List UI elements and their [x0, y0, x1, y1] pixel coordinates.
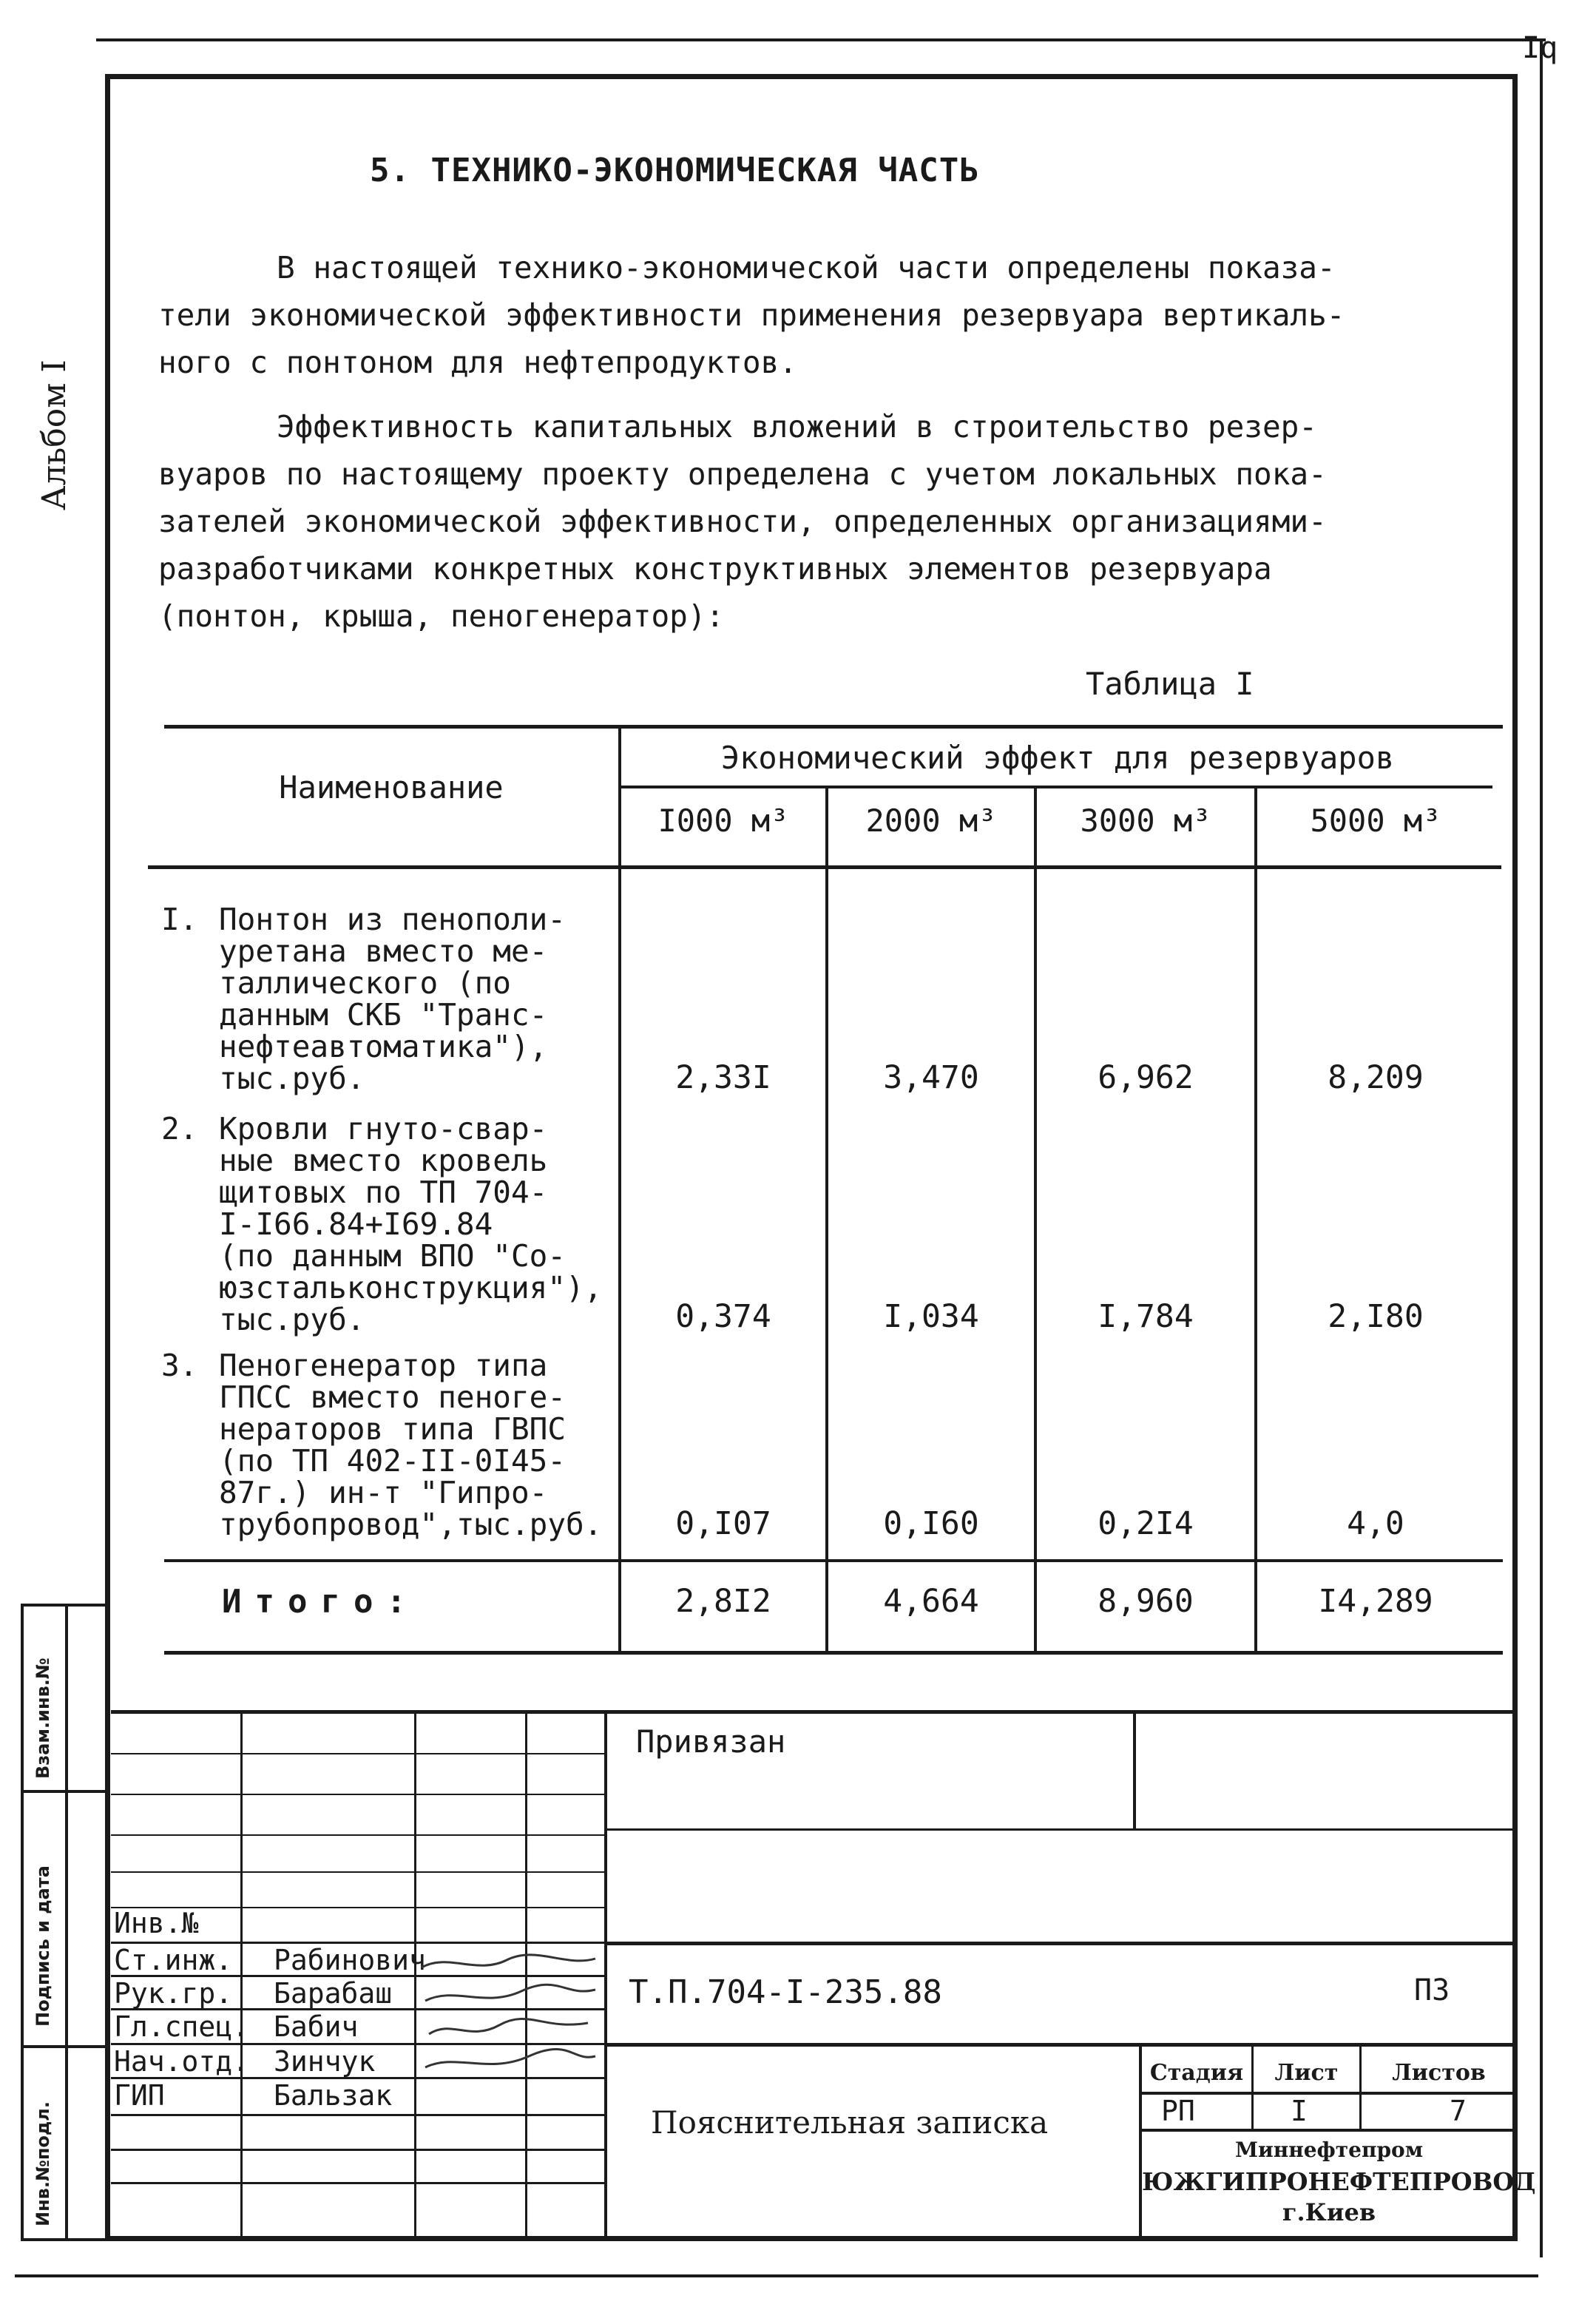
tb-side-rule — [21, 2238, 109, 2241]
sheet-value: I — [1291, 2095, 1308, 2127]
row-name-line: I-I66.84+I69.84 — [219, 1206, 493, 1242]
tb-row-rule — [111, 1794, 606, 1795]
col-header-2000: 2000 м³ — [865, 803, 997, 839]
signatures — [418, 1945, 603, 2108]
paragraph-2-line: (понтон, крыша, пеногенератор): — [158, 598, 725, 634]
sheets-header: Листов — [1392, 2060, 1486, 2086]
privyazan-label: Привязан — [636, 1723, 786, 1760]
table-cell: 4,0 — [1347, 1505, 1404, 1542]
stage-header: Стадия — [1149, 2060, 1244, 2086]
doc-mark: ПЗ — [1414, 1973, 1450, 2007]
side-label-vzam: Взам.инв.№ — [33, 1658, 53, 1779]
table-cell: I,034 — [883, 1298, 979, 1335]
tb-row-rule — [111, 1834, 606, 1836]
paragraph-2-line: Эффективность капитальных вложений в строительство резер- — [277, 409, 1317, 445]
table-cell: 2,33I — [675, 1059, 771, 1096]
staff-name: Барабаш — [274, 1977, 393, 2010]
tb-top-rule — [111, 1710, 1516, 1714]
org-city: г.Киев — [1282, 2198, 1376, 2226]
staff-name: Бальзак — [274, 2079, 393, 2112]
row-number: I. — [161, 902, 198, 937]
row-name-line: Понтон из пенополи- — [219, 902, 566, 937]
paragraph-2 — [158, 403, 1460, 640]
row-number: 3. — [161, 1348, 198, 1383]
row-name-line: Пеногенератор типа — [219, 1348, 548, 1383]
staff-role: Рук.гр. — [114, 1977, 233, 2010]
tb-side-rule — [21, 1604, 24, 2241]
table-cell: 8,209 — [1328, 1059, 1424, 1096]
frame-bottom-line — [15, 2274, 1538, 2277]
staff-name: Зинчук — [274, 2045, 376, 2078]
total-cell: 2,8I2 — [675, 1583, 771, 1620]
frame-top-line — [96, 38, 1546, 41]
row-name-1 — [161, 904, 620, 1095]
doc-code: Т.П.704-I-235.88 — [629, 1973, 942, 2011]
total-cell: 4,664 — [883, 1583, 979, 1620]
tb-stage-rule — [1139, 2129, 1516, 2132]
row-number: 2. — [161, 1111, 198, 1146]
tb-stage-rule — [1359, 2043, 1362, 2130]
tb-stage-rule — [1251, 2043, 1254, 2130]
row-name-line: тыс.руб. — [219, 1061, 365, 1096]
row-name-line: нераторов типа ГВПС — [219, 1411, 566, 1447]
tb-right-rule — [606, 1942, 1516, 1945]
table-cell: 0,I60 — [883, 1505, 979, 1542]
table-cell: 6,962 — [1098, 1059, 1194, 1096]
row-name-line: щитовых по ТП 704- — [219, 1175, 548, 1210]
table-cell: 0,2I4 — [1098, 1505, 1194, 1542]
tb-right-rule — [606, 1828, 1516, 1831]
row-name-line: ные вместо кровель — [219, 1143, 548, 1178]
group-header: Экономический эффект для резервуаров — [720, 740, 1395, 776]
sheet-header: Лист — [1274, 2060, 1339, 2086]
paragraph-1-line: тели экономической эффективности применения резервуара вертикаль- — [158, 297, 1345, 333]
row-name-line: 87г.) ин-т "Гипро- — [219, 1475, 548, 1510]
album-label: Альбом I — [35, 359, 73, 510]
table-total-rule — [164, 1559, 1503, 1562]
col-header-5000: 5000 м³ — [1310, 803, 1441, 839]
tb-row-rule — [111, 2182, 606, 2184]
staff-role: Гл.спец. — [114, 2010, 250, 2043]
side-label-inv: Инв.№подл. — [33, 2101, 53, 2226]
paragraph-1-line: В настоящей технико-экономической части определены показа- — [277, 250, 1336, 286]
table-group-rule — [620, 786, 1492, 788]
tb-right-rule — [606, 2043, 1516, 2047]
tb-side-rule — [21, 1790, 109, 1793]
tb-row-rule — [111, 1871, 606, 1873]
staff-role: ГИП — [114, 2079, 165, 2112]
section-title: 5. ТЕХНИКО-ЭКОНОМИЧЕСКАЯ ЧАСТЬ — [370, 152, 980, 189]
row-name-3 — [161, 1350, 620, 1541]
row-name-line: тыс.руб. — [219, 1302, 365, 1337]
org-ministry: Миннефтепром — [1234, 2138, 1424, 2162]
table-top-rule — [164, 725, 1503, 729]
paragraph-2-line: зателей экономической эффективности, определенных организациями- — [158, 504, 1327, 539]
row-name-line: Кровли гнуто-свар- — [219, 1111, 548, 1146]
stage-value: РП — [1161, 2095, 1195, 2127]
frame-right-line — [1540, 38, 1543, 2257]
col-header-1000: I000 м³ — [657, 803, 789, 839]
row-name-line: юзстальконструкция"), — [219, 1270, 603, 1305]
staff-name: Рабинович — [274, 1944, 426, 1976]
tb-side-rule — [21, 2045, 109, 2048]
table-bottom-rule — [164, 1651, 1503, 1655]
tb-side-rule — [65, 1604, 68, 2241]
name-header: Наименование — [279, 769, 504, 805]
table-cell: 0,374 — [675, 1298, 771, 1335]
row-name-line: нефтеавтоматика"), — [219, 1029, 548, 1064]
corner-mark: Iq — [1522, 31, 1558, 65]
staff-name: Бабич — [274, 2010, 359, 2043]
row-name-line: (по данным ВПО "Со- — [219, 1238, 566, 1274]
row-name-line: трубопровод",тыс.руб. — [219, 1507, 603, 1542]
table-cell: 0,I07 — [675, 1505, 771, 1542]
tb-row-rule — [111, 2114, 606, 2116]
table-cell: 3,470 — [883, 1059, 979, 1096]
sheets-value: 7 — [1450, 2095, 1467, 2127]
row-name-2 — [161, 1113, 620, 1336]
side-label-podpis: Подпись и дата — [33, 1865, 53, 2027]
col-header-3000: 3000 м³ — [1080, 803, 1211, 839]
paragraph-2-line: разработчиками конкретных конструктивных элементов резервуара — [158, 551, 1272, 587]
row-name-line: таллического (по — [219, 965, 511, 1001]
org-name: ЮЖГИПРОНЕФТЕПРОВОД — [1142, 2167, 1536, 2196]
total-cell: I4,289 — [1318, 1583, 1433, 1620]
paragraph-1 — [158, 244, 1460, 386]
table-header-rule — [148, 865, 1501, 869]
tb-row-rule — [111, 2149, 606, 2151]
table-cell: 2,I80 — [1328, 1298, 1424, 1335]
table-caption: Таблица I — [1086, 666, 1254, 702]
row-name-line: данным СКБ "Транс- — [219, 997, 548, 1033]
doc-title: Пояснительная записка — [651, 2104, 1049, 2141]
paragraph-2-line: вуаров по настоящему проекту определена с учетом локальных пока- — [158, 456, 1327, 492]
row-name-line: уретана вместо ме- — [219, 933, 548, 969]
inv-label: Инв.№ — [114, 1907, 199, 1939]
row-name-line: (по ТП 402-II-0I45- — [219, 1443, 566, 1479]
tb-row-rule — [111, 1753, 606, 1754]
row-name-line: ГПСС вместо пеноге- — [219, 1379, 566, 1415]
tb-privyazan-rule — [1133, 1710, 1136, 1828]
staff-role: Ст.инж. — [114, 1944, 233, 1976]
table-cell: I,784 — [1098, 1298, 1194, 1335]
total-label: Итого: — [222, 1583, 419, 1621]
paragraph-1-line: ного с понтоном для нефтепродуктов. — [158, 345, 797, 380]
staff-role: Нач.отд. — [114, 2045, 250, 2078]
total-cell: 8,960 — [1098, 1583, 1194, 1620]
